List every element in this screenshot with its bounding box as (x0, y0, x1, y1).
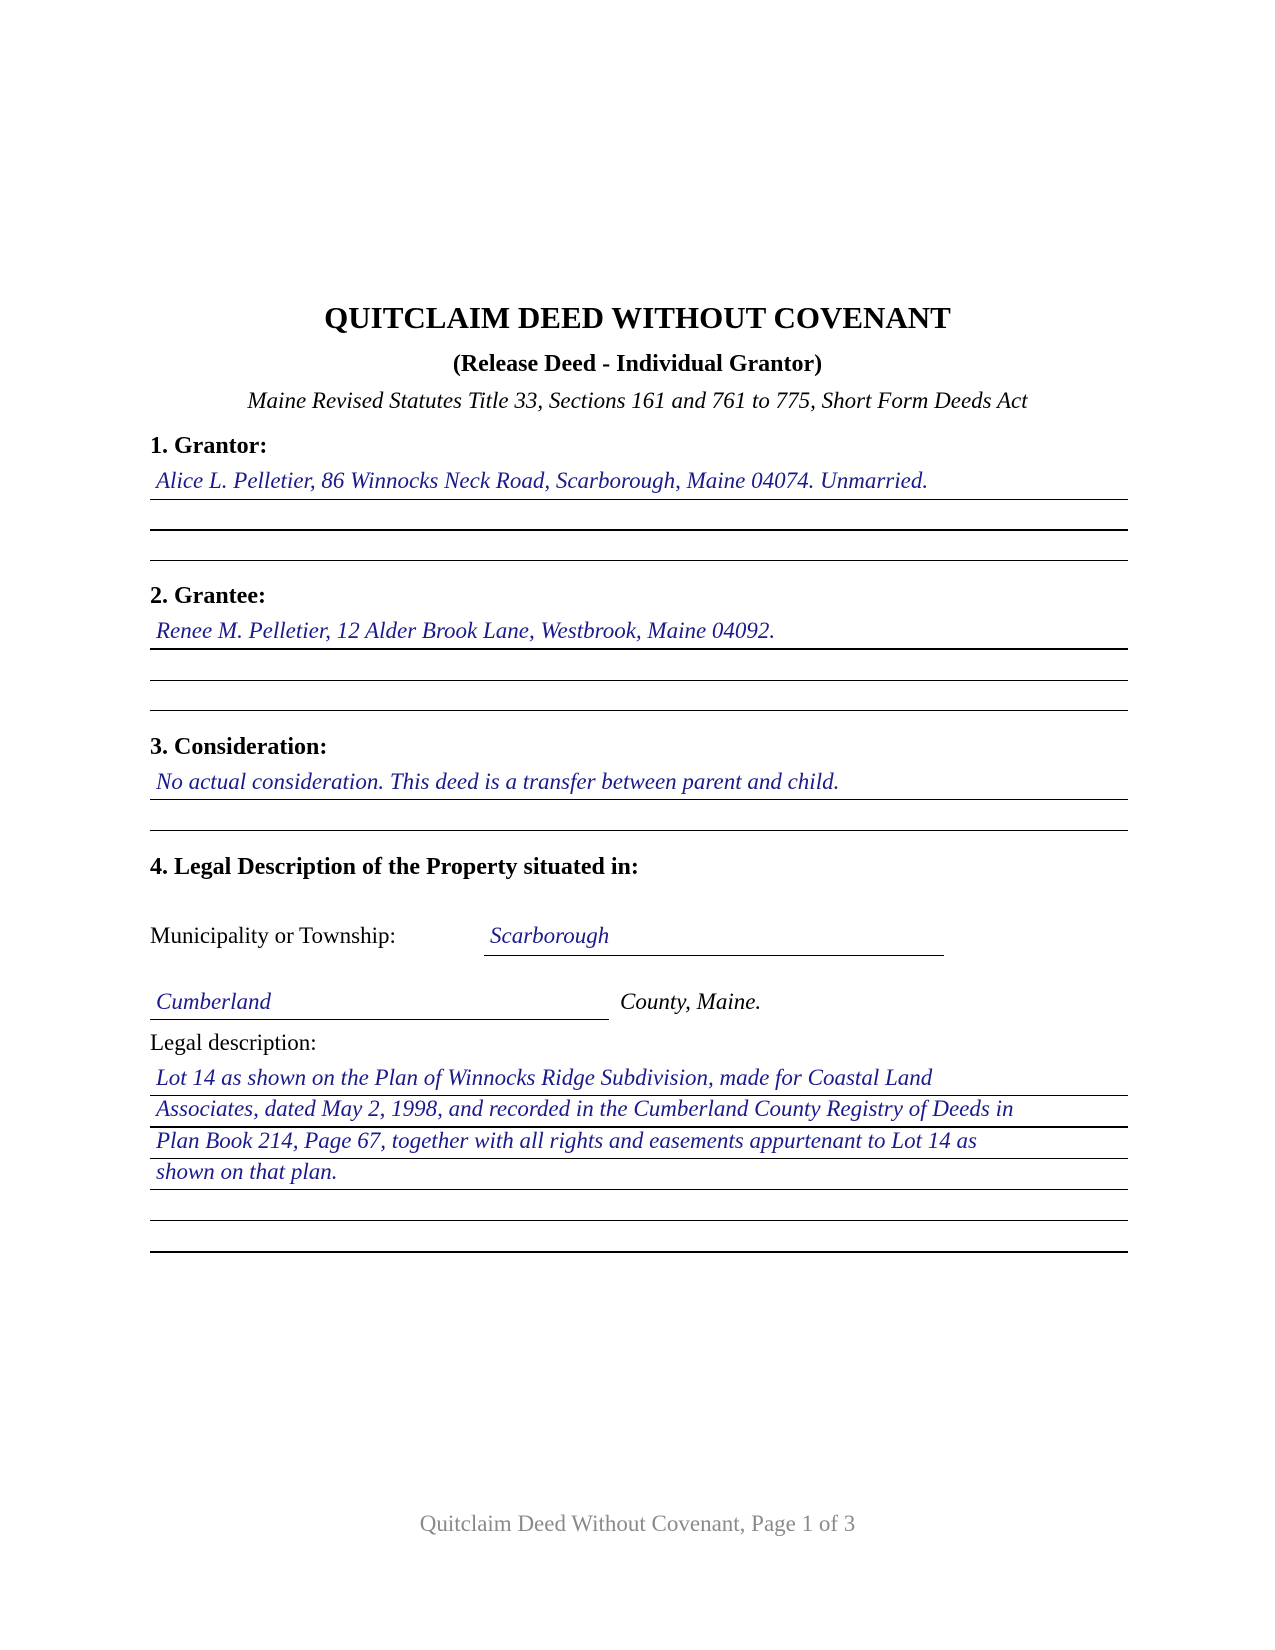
document-title: QUITCLAIM DEED WITHOUT COVENANT (324, 300, 951, 335)
page-footer: Quitclaim Deed Without Covenant, Page 1 of 3 (419, 1511, 856, 1536)
grantor-line-3 (150, 560, 1128, 561)
grantor-heading: 1. Grantor: (150, 433, 268, 459)
legal-description-line[interactable]: Associates, dated May 2, 1998, and recorded in the Cumberland County Registry of Deeds in (156, 1096, 1014, 1121)
grantee-heading: 2. Grantee: (150, 583, 266, 609)
legal-description-rule-4 (150, 1189, 1128, 1190)
grantor-line-1 (150, 499, 1128, 500)
grantee-line-1 (150, 648, 1128, 650)
municipality-field[interactable]: Scarborough (490, 923, 610, 948)
legal-description-line[interactable]: Plan Book 214, Page 67, together with all rights and easements appurtenant to Lot 14 as (156, 1128, 977, 1153)
consideration-line-1 (150, 799, 1128, 800)
grantor-line-2 (150, 529, 1128, 531)
consideration-line-2 (150, 830, 1128, 831)
statute-reference: Maine Revised Statutes Title 33, Sections 161 and 761 to 775, Short Form Deeds Act (247, 388, 1028, 413)
county-field[interactable]: Cumberland (156, 989, 271, 1014)
consideration-field[interactable]: No actual consideration. This deed is a transfer between parent and child. (156, 769, 840, 794)
grantee-field[interactable]: Renee M. Pelletier, 12 Alder Brook Lane, Westbrook, Maine 04092. (156, 618, 776, 643)
grantee-line-3 (150, 710, 1128, 711)
municipality-line (484, 955, 944, 956)
county-line (150, 1019, 609, 1020)
document-subtitle: (Release Deed - Individual Grantor) (452, 351, 823, 377)
municipality-label: Municipality or Township: (150, 923, 396, 948)
legal-description-line[interactable]: Lot 14 as shown on the Plan of Winnocks Ridge Subdivision, made for Coastal Land (156, 1065, 933, 1090)
property-heading: 4. Legal Description of the Property situated in: (150, 854, 639, 880)
consideration-heading: 3. Consideration: (150, 734, 328, 760)
legal-description-rule-5 (150, 1220, 1128, 1221)
county-suffix: County, Maine. (620, 989, 762, 1014)
grantor-field[interactable]: Alice L. Pelletier, 86 Winnocks Neck Road, Scarborough, Maine 04074. Unmarried. (156, 468, 929, 493)
legal-description-rule-6 (150, 1251, 1128, 1253)
legal-description-line[interactable]: shown on that plan. (156, 1159, 338, 1184)
legal-description-label: Legal description: (150, 1030, 317, 1055)
grantee-line-2 (150, 680, 1128, 681)
